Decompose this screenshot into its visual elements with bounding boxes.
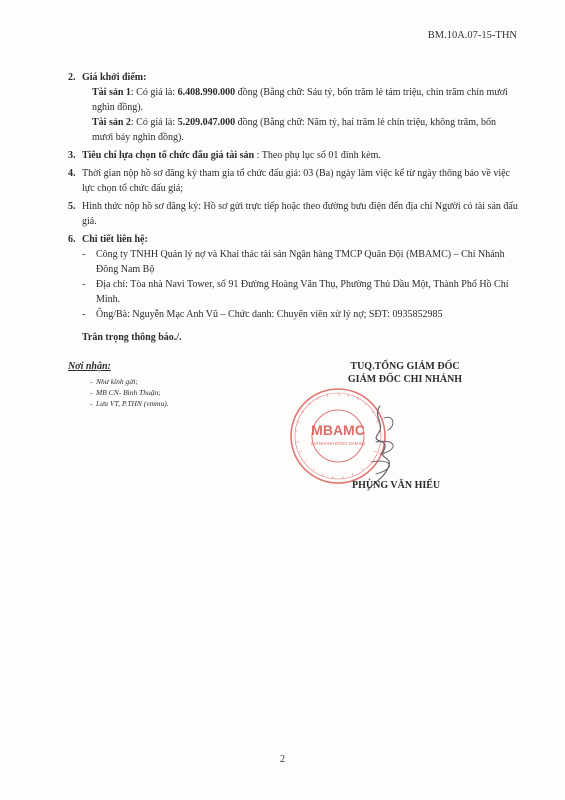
stamp-sub-text: CHI NHÁNH ĐÔNG NAM BỘ <box>310 441 366 446</box>
section-number: 6. <box>68 234 76 245</box>
signature-block <box>310 361 500 385</box>
section-starting-price <box>68 70 518 145</box>
closing-line: Trân trọng thông báo./. <box>82 332 182 343</box>
signer-name: PHÙNG VĂN HIẾU <box>352 480 441 491</box>
section-submission-method: 5. Hình thức nộp hồ sơ đăng ký: Hồ sơ gửi trực tiếp hoặc theo đường bưu điện đến địa chỉ Người có tài sản đấu giá. <box>68 201 518 227</box>
section-title: Chi tiết liên hệ: <box>82 234 148 245</box>
document-body <box>68 70 518 345</box>
section-title: Tiêu chí lựa chọn tổ chức đấu giá tài sản <box>82 150 255 161</box>
page-number: 2 <box>280 754 285 765</box>
contact-company: - Công ty TNHH Quản lý nợ và Khai thác tài sản Ngân hàng TMCP Quân Đội (MBAMC) – Chi Nhánh Đông Nam Bộ <box>82 249 505 275</box>
recipient-item: - Lưu VT, P.THN (vmmu). <box>90 399 169 408</box>
recipients-heading: Nơi nhận: <box>68 361 111 372</box>
contact-address: - Địa chỉ: Tòa nhà Navi Tower, số 91 Đường Hoàng Văn Thụ, Phường Thủ Dầu Một, Thành Phố Hồ Chí Minh. <box>82 279 509 305</box>
asset-2-line: Tài sản 2: Có giá là: 5.209.047.000 đồng (Bằng chữ: Năm tỷ, hai trăm lẻ chín triệu, không trăm, bốn mươi bảy nghìn đồng). <box>92 117 496 143</box>
signer-position: GIÁM ĐỐC CHI NHÁNH <box>347 374 463 385</box>
contact-person: - Ông/Bà: Nguyễn Mạc Anh Vũ – Chức danh: Chuyên viên xử lý nợ; SĐT: 0935852985 <box>82 309 443 320</box>
section-number: 3. <box>68 150 76 161</box>
asset-2-price: 5.209.047.000 <box>177 117 236 128</box>
asset-1-line: Tài sản 1: Có giá là: 6.408.990.000 đồng (Bằng chữ: Sáu tỷ, bốn trăm lẻ tám triệu, chín trăm chín mươi nghìn đồng). <box>92 87 508 113</box>
section-criteria: 3. Tiêu chí lựa chọn tổ chức đấu giá tài sản : Theo phụ lục số 01 đính kèm. <box>68 150 381 161</box>
recipients-block <box>68 361 268 409</box>
document-code: BM.10A.07-15-THN <box>427 30 517 41</box>
recipient-item: - MB CN- Bình Thuận; <box>90 388 161 397</box>
section-submission-time: 4. Thời gian nộp hồ sơ đăng ký tham gia tổ chức đấu giá: 03 (Ba) ngày làm việc kể từ ngày thông báo về việc lực chọn tổ chức đấu giá; <box>68 168 510 194</box>
section-title: Giá khởi điểm: <box>82 72 147 83</box>
section-contact <box>68 232 518 247</box>
section-number: 4. <box>68 168 76 179</box>
section-number: 2. <box>68 72 76 83</box>
asset-1-price: 6.408.990.000 <box>177 87 236 98</box>
signer-authority: TUQ.TỔNG GIÁM ĐỐC <box>350 361 460 372</box>
section-number: 5. <box>68 201 76 212</box>
handwritten-signature <box>350 398 420 493</box>
recipient-item: - Như kính gửi; <box>90 377 138 386</box>
stamp-logo-text: MBAMC <box>311 422 365 438</box>
